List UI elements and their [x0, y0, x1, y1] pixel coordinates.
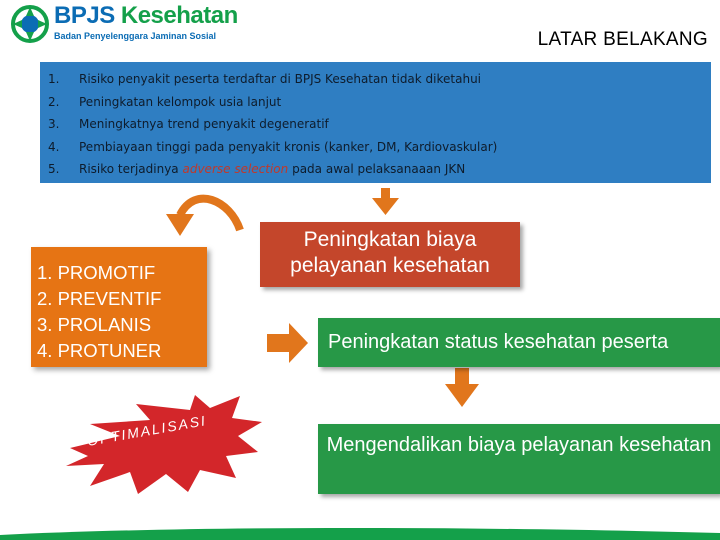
- list-item: 3. Meningkatnya trend penyakit degeneratif: [48, 117, 329, 131]
- status-increase-box: Peningkatan status kesehatan peserta: [318, 318, 720, 367]
- right-arrow-shaft: [267, 334, 289, 352]
- list-item: 5. Risiko terjadinya adverse selection pada awal pelaksanaaan JKN: [48, 162, 466, 176]
- program-item: 3. PROLANIS: [37, 314, 152, 335]
- program-box: [31, 247, 207, 367]
- bottom-decoration: [0, 523, 720, 540]
- slide-title: LATAR BELAKANG: [537, 29, 708, 50]
- list-item: 4. Pembiayaan tinggi pada penyakit kronis (kanker, DM, Kardiovaskular): [48, 139, 498, 154]
- list-item: 1. Risiko penyakit peserta terdaftar di BPJS Kesehatan tidak diketahui: [48, 72, 482, 86]
- logo-subtitle: Badan Penyelenggara Jaminan Sosial: [54, 31, 217, 41]
- list-item: 2. Peningkatan kelompok usia lanjut: [48, 94, 282, 109]
- optimalisasi-label: OPTIMALISASI: [85, 412, 208, 449]
- program-item: 4. PROTUNER: [37, 340, 162, 361]
- cost-increase-box: Peningkatan biaya pelayanan kesehatan: [260, 222, 520, 287]
- cost-control-box: Mengendalikan biaya pelayanan kesehatan: [318, 424, 720, 494]
- curved-arrow-head-icon: [166, 214, 194, 236]
- right-arrow-icon: [289, 323, 308, 363]
- down-arrow-2-shaft: [455, 368, 469, 384]
- down-arrow-shaft: [381, 188, 390, 198]
- program-item: 1. PROMOTIF: [37, 262, 156, 283]
- program-item: 2. PREVENTIF: [37, 288, 162, 309]
- down-arrow-icon: [372, 198, 399, 215]
- adverse-selection-term: adverse selection: [182, 162, 289, 176]
- logo-brand: BPJS Kesehatan: [54, 2, 238, 29]
- down-arrow-2-icon: [445, 384, 479, 407]
